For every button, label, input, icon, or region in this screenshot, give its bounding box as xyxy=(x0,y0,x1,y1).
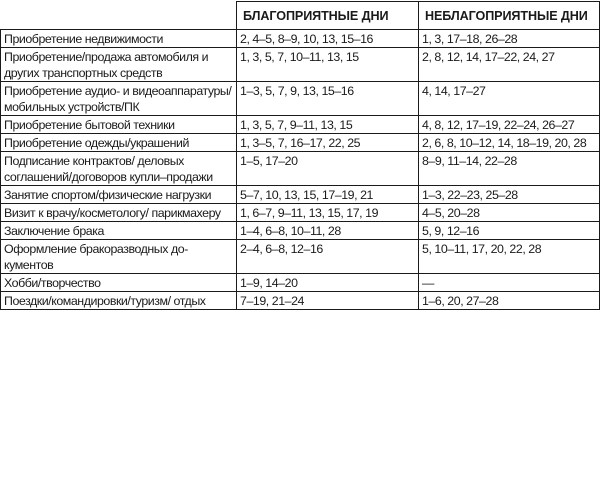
unfavorable-days-cell: 8–9, 11–14, 22–28 xyxy=(419,152,600,186)
unfavorable-days-cell: 5, 10–11, 17, 20, 22, 28 xyxy=(419,240,600,274)
activity-cell: Подписание контрактов/ деловых соглашений/договоров купли–продажи xyxy=(1,152,237,186)
unfavorable-days-cell: 1–6, 20, 27–28 xyxy=(419,292,600,310)
activity-cell: Приобретение бытовой техники xyxy=(1,116,237,134)
activity-cell: Приобретение/продажа автомобиля и других транспортных средств xyxy=(1,48,237,82)
table-row xyxy=(1,134,600,152)
table-row xyxy=(1,30,600,48)
unfavorable-days-cell: 1, 3, 17–18, 26–28 xyxy=(419,30,600,48)
activity-header-cell xyxy=(1,2,237,30)
table-row xyxy=(1,274,600,292)
activity-cell: Приобретение недвижимости xyxy=(1,30,237,48)
table-row xyxy=(1,48,600,82)
table-row xyxy=(1,116,600,134)
favorable-days-cell: 1, 3–5, 7, 16–17, 22, 25 xyxy=(237,134,419,152)
activity-cell: Оформление бракоразводных документов xyxy=(1,240,237,274)
favorable-days-cell: 2, 4–5, 8–9, 10, 13, 15–16 xyxy=(237,30,419,48)
activity-cell: Поездки/командировки/туризм/ отдых xyxy=(1,292,237,310)
unfavorable-days-header: НЕБЛАГОПРИЯТНЫЕ ДНИ xyxy=(419,2,600,30)
unfavorable-days-cell: — xyxy=(419,274,600,292)
table-row xyxy=(1,82,600,116)
favorable-days-cell: 1–5, 17–20 xyxy=(237,152,419,186)
table-row xyxy=(1,186,600,204)
table-row xyxy=(1,292,600,310)
favorable-days-cell: 1, 3, 5, 7, 10–11, 13, 15 xyxy=(237,48,419,82)
activity-cell: Заключение брака xyxy=(1,222,237,240)
unfavorable-days-cell: 4–5, 20–28 xyxy=(419,204,600,222)
unfavorable-days-cell: 1–3, 22–23, 25–28 xyxy=(419,186,600,204)
table-row xyxy=(1,152,600,186)
favorable-days-cell: 1, 3, 5, 7, 9–11, 13, 15 xyxy=(237,116,419,134)
unfavorable-days-cell: 4, 14, 17–27 xyxy=(419,82,600,116)
unfavorable-days-cell: 4, 8, 12, 17–19, 22–24, 26–27 xyxy=(419,116,600,134)
activity-cell: Приобретение аудио- и видеоаппаратуры/мобильных устройств/ПК xyxy=(1,82,237,116)
activity-cell: Хобби/творчество xyxy=(1,274,237,292)
unfavorable-days-cell: 2, 6, 8, 10–12, 14, 18–19, 20, 28 xyxy=(419,134,600,152)
favorable-days-cell: 7–19, 21–24 xyxy=(237,292,419,310)
table-row xyxy=(1,204,600,222)
activity-cell: Занятие спортом/физические нагрузки xyxy=(1,186,237,204)
activity-cell: Приобретение одежды/украшений xyxy=(1,134,237,152)
favorable-days-cell: 2–4, 6–8, 12–16 xyxy=(237,240,419,274)
favorable-days-table xyxy=(0,1,600,310)
unfavorable-days-cell: 2, 8, 12, 14, 17–22, 24, 27 xyxy=(419,48,600,82)
favorable-days-cell: 1–3, 5, 7, 9, 13, 15–16 xyxy=(237,82,419,116)
table-header-row xyxy=(1,2,600,30)
favorable-days-cell: 1, 6–7, 9–11, 13, 15, 17, 19 xyxy=(237,204,419,222)
unfavorable-days-cell: 5, 9, 12–16 xyxy=(419,222,600,240)
table-row xyxy=(1,240,600,274)
table-row xyxy=(1,222,600,240)
activity-cell: Визит к врачу/косметологу/ парикмахеру xyxy=(1,204,237,222)
favorable-days-cell: 5–7, 10, 13, 15, 17–19, 21 xyxy=(237,186,419,204)
favorable-days-cell: 1–4, 6–8, 10–11, 28 xyxy=(237,222,419,240)
favorable-days-header: БЛАГОПРИЯТНЫЕ ДНИ xyxy=(237,2,419,30)
favorable-days-cell: 1–9, 14–20 xyxy=(237,274,419,292)
